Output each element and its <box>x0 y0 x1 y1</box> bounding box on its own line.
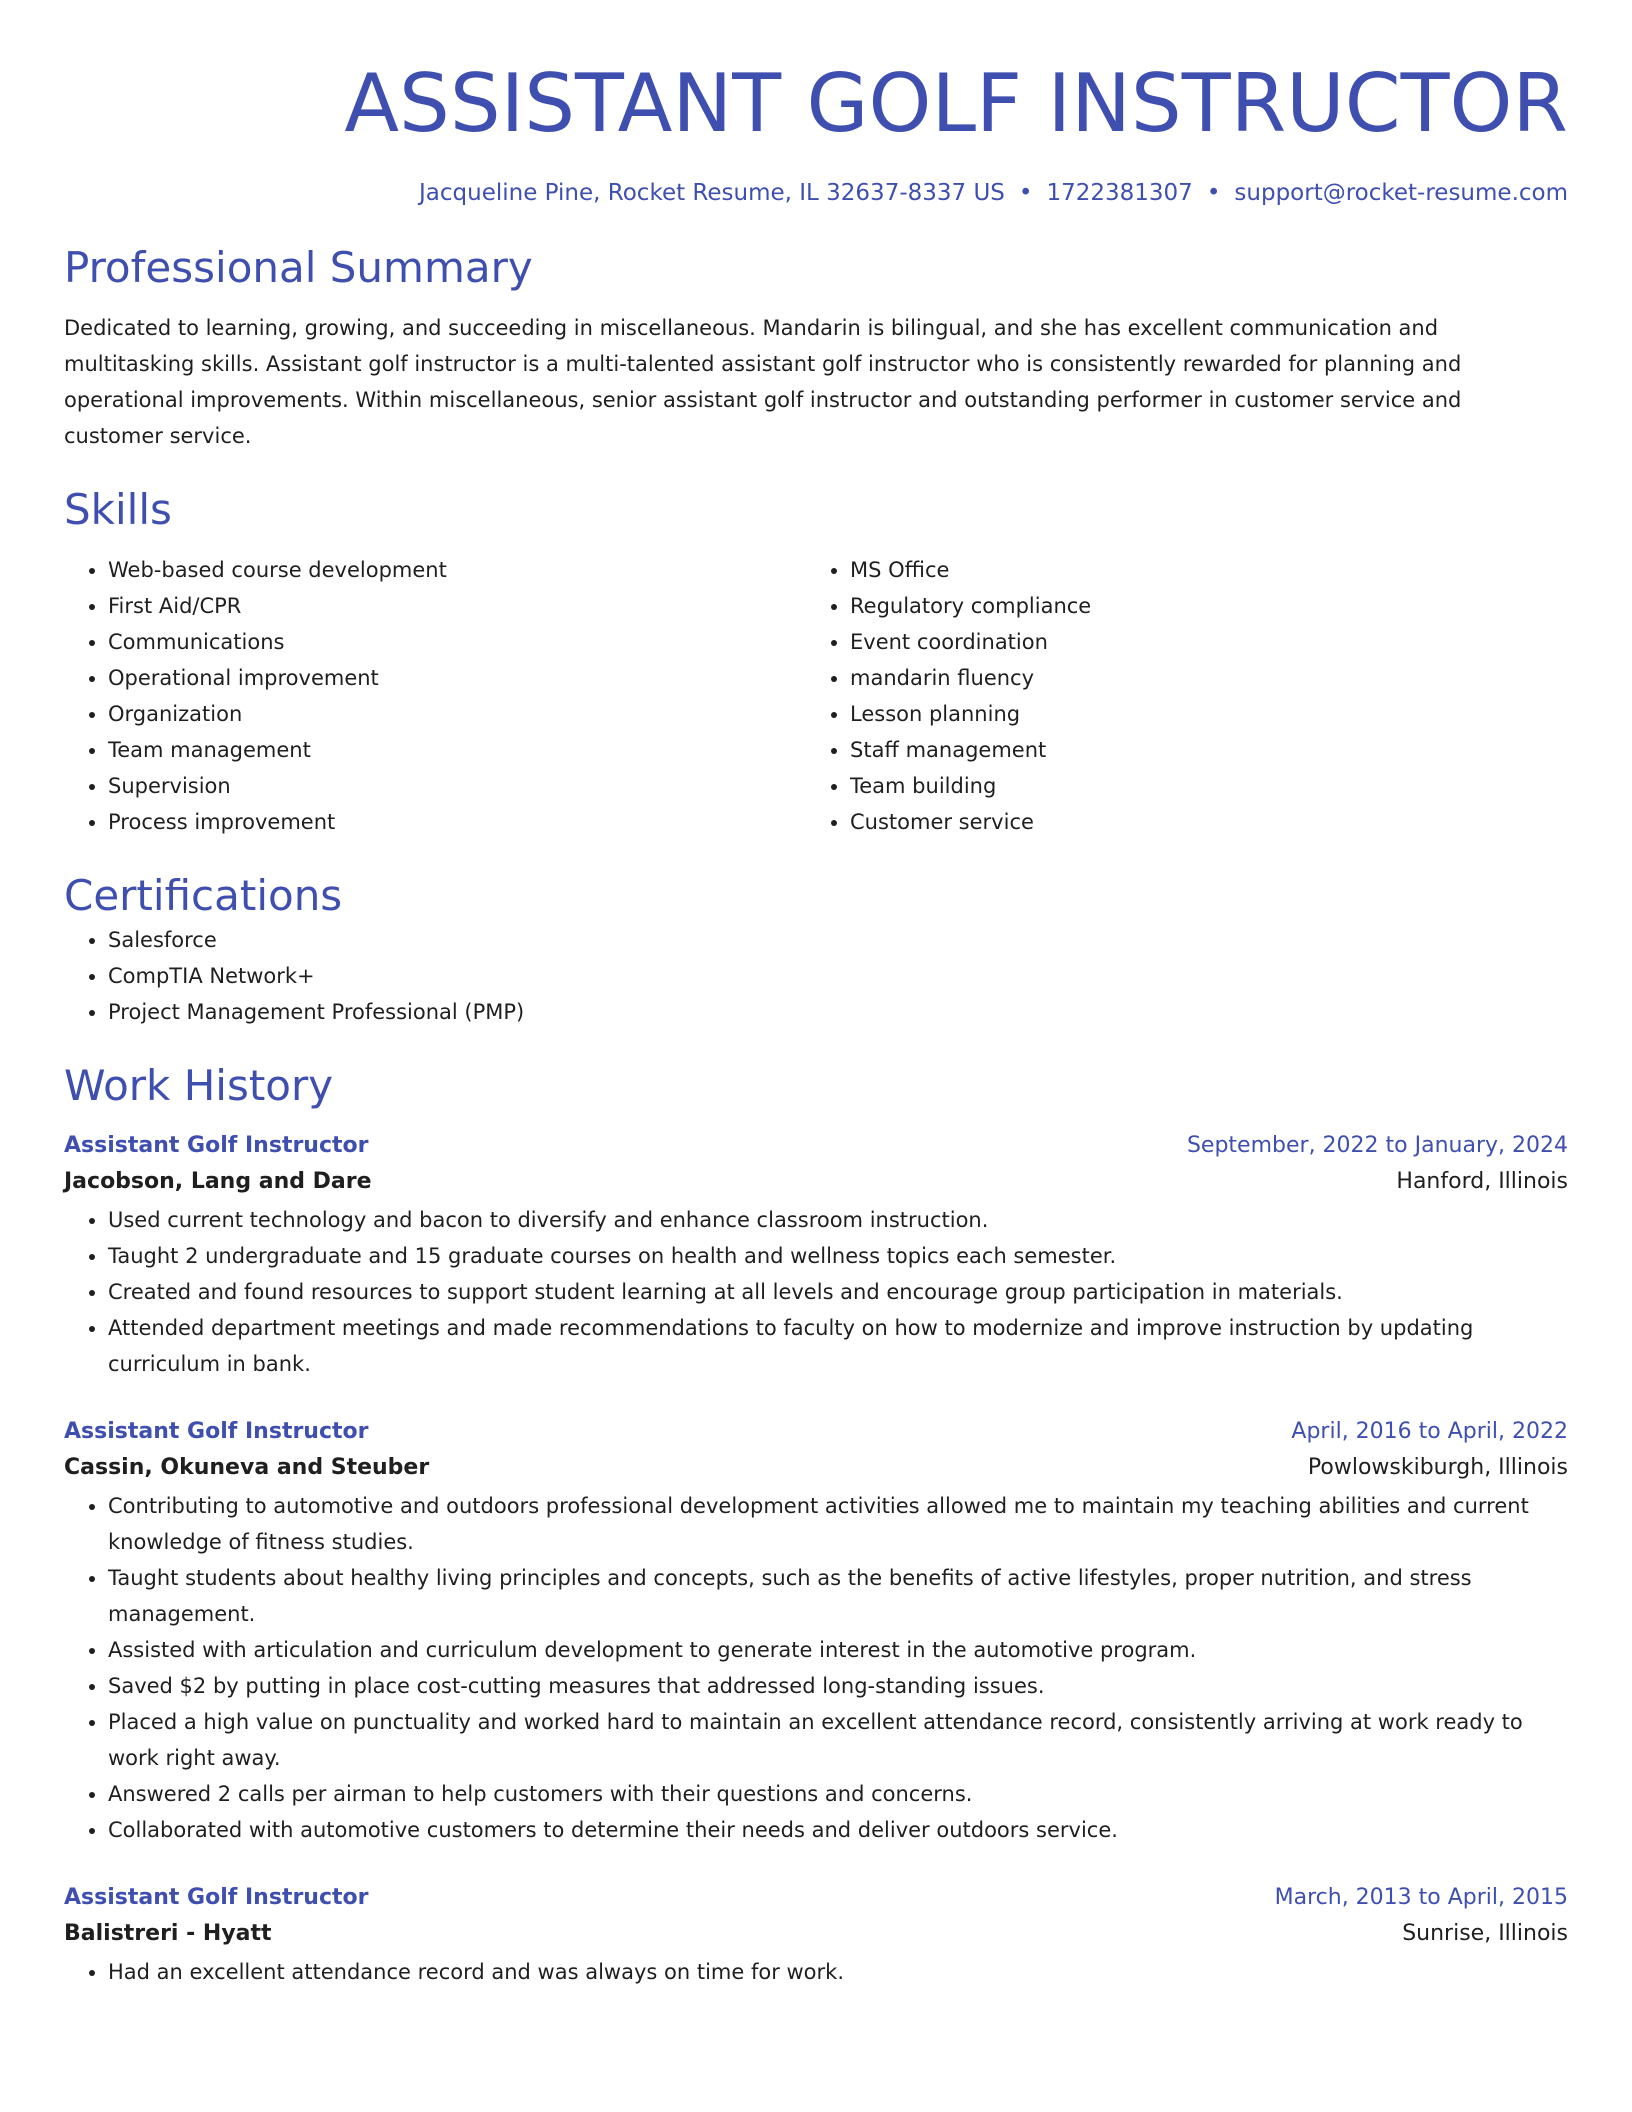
skill-item: • Supervision <box>108 768 806 804</box>
skill-item: • Team management <box>108 732 806 768</box>
skill-item: • MS Office <box>850 552 1548 588</box>
skill-item: • Process improvement <box>108 804 806 840</box>
skill-item: • Lesson planning <box>850 696 1548 732</box>
contact-line <box>64 178 1568 208</box>
job-location: Sunrise, Illinois <box>1402 1921 1568 1946</box>
contact-phone: 1722381307 <box>1046 180 1193 206</box>
job-company: Balistreri - Hyatt <box>64 1921 272 1946</box>
job-entry <box>64 1416 1568 1848</box>
job-dates: March, 2013 to April, 2015 <box>1274 1885 1568 1910</box>
skill-item: • mandarin fluency <box>850 660 1548 696</box>
job-duty: • Answered 2 calls per airman to help customers with their questions and concerns. <box>108 1776 1568 1812</box>
skill-item: • Operational improvement <box>108 660 806 696</box>
job-duty: • Used current technology and bacon to diversify and enhance classroom instruction. <box>108 1202 1568 1238</box>
skill-item: • Customer service <box>850 804 1548 840</box>
contact-address: Jacqueline Pine, Rocket Resume, IL 32637-8337 US <box>419 180 1005 206</box>
job-location: Powlowskiburgh, Illinois <box>1307 1455 1568 1480</box>
job-title: Assistant Golf Instructor <box>64 1885 369 1910</box>
job-dates: September, 2022 to January, 2024 <box>1186 1133 1568 1158</box>
skill-item: • First Aid/CPR <box>108 588 806 624</box>
job-title: Assistant Golf Instructor <box>64 1133 369 1158</box>
skills-column-right <box>806 552 1548 840</box>
skills-column-left <box>64 552 806 840</box>
skill-item: • Regulatory compliance <box>850 588 1548 624</box>
job-duty: • Attended department meetings and made recommendations to faculty on how to modernize and improve instruction by updating curriculum in bank. <box>108 1310 1568 1382</box>
certifications-list <box>64 922 1568 1030</box>
skill-item: • Staff management <box>850 732 1548 768</box>
job-company-row <box>64 1914 1568 1954</box>
job-duties-list <box>64 1954 1568 1990</box>
skill-item: • Event coordination <box>850 624 1548 660</box>
job-duty: • Saved $2 by putting in place cost-cutting measures that addressed long-standing issues. <box>108 1668 1568 1704</box>
contact-email: support@rocket-resume.com <box>1234 180 1568 206</box>
summary-text: Dedicated to learning, growing, and succeeding in miscellaneous. Mandarin is bilingual, and she has excellent communication and multitasking skills. Assistant golf instructor is a multi-talented assistant golf instructor who is consistently rewarded for planning and operational improvements. Within miscellaneous, senior assistant golf instructor and outstanding performer in customer service and customer service. <box>64 316 1462 448</box>
job-title-row <box>64 1130 1568 1162</box>
job-company-row <box>64 1448 1568 1488</box>
job-duty: • Taught 2 undergraduate and 15 graduate courses on health and wellness topics each semester. <box>108 1238 1568 1274</box>
page-title: ASSISTANT GOLF INSTRUCTOR <box>344 57 1568 150</box>
job-company-row <box>64 1162 1568 1202</box>
job-company: Cassin, Okuneva and Steuber <box>64 1455 430 1480</box>
job-duty: • Created and found resources to support student learning at all levels and encourage group participation in materials. <box>108 1274 1568 1310</box>
skills-grid <box>64 552 1568 840</box>
certification-item: • CompTIA Network+ <box>108 958 1568 994</box>
job-duties-list <box>64 1202 1568 1382</box>
summary-heading: Professional Summary <box>64 243 533 292</box>
skills-list-right <box>806 552 1548 840</box>
job-duty: • Contributing to automotive and outdoors professional development activities allowed me to maintain my teaching abilities and current knowledge of fitness studies. <box>108 1488 1568 1560</box>
job-entry <box>64 1130 1568 1382</box>
job-title: Assistant Golf Instructor <box>64 1419 369 1444</box>
skills-heading: Skills <box>64 485 172 534</box>
job-company: Jacobson, Lang and Dare <box>64 1169 372 1194</box>
job-duty: • Placed a high value on punctuality and worked hard to maintain an excellent attendance record, consistently arriving at work ready to work right away. <box>108 1704 1568 1776</box>
job-entry <box>64 1882 1568 1990</box>
contact-separator: • <box>1206 180 1221 206</box>
job-dates: April, 2016 to April, 2022 <box>1291 1419 1568 1444</box>
job-duties-list <box>64 1488 1568 1848</box>
skills-list-left <box>64 552 806 840</box>
job-title-row <box>64 1416 1568 1448</box>
work-history-heading: Work History <box>64 1061 334 1110</box>
job-duty: • Collaborated with automotive customers to determine their needs and deliver outdoors service. <box>108 1812 1568 1848</box>
resume-header <box>64 58 1568 208</box>
certification-item: • Project Management Professional (PMP) <box>108 994 1568 1030</box>
skill-item: • Communications <box>108 624 806 660</box>
job-title-row <box>64 1882 1568 1914</box>
job-location: Hanford, Illinois <box>1396 1169 1568 1194</box>
job-duty: • Taught students about healthy living principles and concepts, such as the benefits of active lifestyles, proper nutrition, and stress management. <box>108 1560 1568 1632</box>
job-duty: • Assisted with articulation and curriculum development to generate interest in the automotive program. <box>108 1632 1568 1668</box>
skill-item: • Team building <box>850 768 1548 804</box>
skill-item: • Organization <box>108 696 806 732</box>
contact-separator: • <box>1018 180 1033 206</box>
skill-item: • Web-based course development <box>108 552 806 588</box>
job-duty: • Had an excellent attendance record and was always on time for work. <box>108 1954 1568 1990</box>
certifications-heading: Certifications <box>64 871 343 920</box>
certification-item: • Salesforce <box>108 922 1568 958</box>
